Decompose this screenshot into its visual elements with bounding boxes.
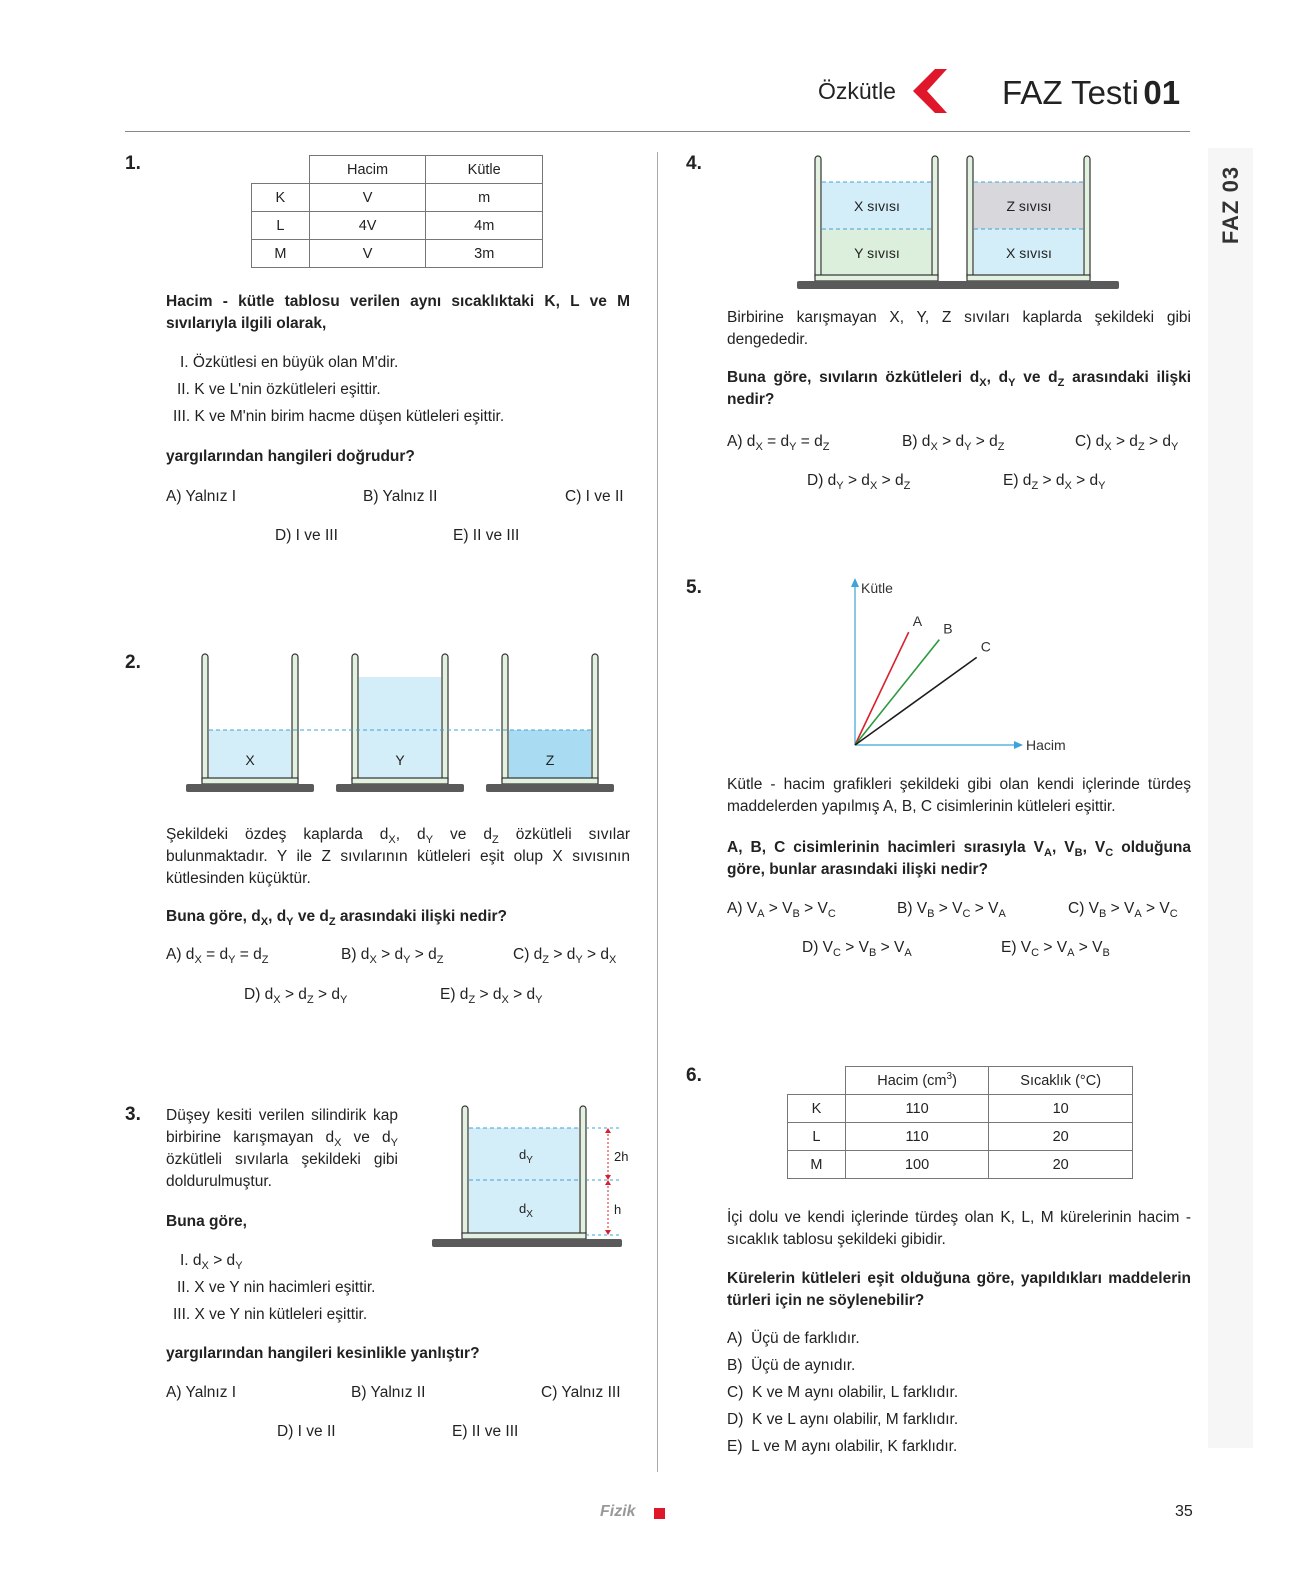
q5-chart (840, 575, 1100, 765)
q5-number: 5. (686, 577, 702, 598)
series-label-a: A (912, 613, 923, 630)
series-label-b: B (943, 620, 953, 637)
q1-item-1: I. Özkütlesi en büyük olan M'dir. (180, 354, 399, 371)
column-divider (657, 152, 658, 1472)
test-number: 01 (1143, 74, 1181, 111)
label-x: X (245, 752, 255, 768)
q6-number: 6. (686, 1065, 702, 1086)
container-y (336, 654, 464, 792)
option-d[interactable]: D) $V_C > V_B > V_A$ (802, 939, 912, 959)
chart-lines (855, 613, 991, 745)
option-c[interactable]: C) K ve M aynı olabilir, L farklıdır. (727, 1384, 959, 1401)
q6-question: Kürelerin kütleleri eşit olduğuna göre, yapıldıkları maddelerin türleri için ne söylenebilir? (727, 1270, 1191, 1309)
q1-question: yargılarından hangileri doğrudur? (166, 448, 415, 465)
option-a[interactable]: A) $d_X = d_Y = d_Z$ (727, 433, 830, 453)
option-d[interactable]: D) I ve II (277, 1423, 336, 1440)
option-e[interactable]: E) L ve M aynı olabilir, K farklıdır. (727, 1438, 958, 1455)
q1-stem: Hacim - kütle tablosu verilen aynı sıcaklıktaki K, L ve M sıvılarıyla ilgili olarak, (166, 293, 630, 332)
option-c[interactable]: C) $V_B > V_A > V_C$ (1068, 900, 1178, 920)
q6-stem: İçi dolu ve kendi içlerinde türdeş olan K, L, M kürelerinin hacim - sıcaklık tablosu şekildeki gibidir. (727, 1209, 1191, 1248)
q3-number: 3. (125, 1104, 141, 1125)
container-right (967, 156, 1090, 281)
option-a[interactable]: A) $V_A > V_B > V_C$ (727, 900, 836, 920)
option-c[interactable]: C) I ve II (565, 488, 624, 505)
option-b[interactable]: B) Yalnız II (363, 488, 438, 505)
table-row: M V 3m (252, 240, 543, 268)
q3-stem: Düşey kesiti verilen silindirik kap birbirine karışmayan $d_X$ ve $d_Y$ özkütleli sıvılarla şekildeki gibi doldurulmuştur. (166, 1107, 398, 1190)
q4-figure (795, 152, 1125, 297)
test-title: FAZ Testi 01 (1002, 74, 1181, 111)
option-e[interactable]: E) II ve III (452, 1423, 519, 1440)
q1-number: 1. (125, 153, 141, 174)
label-h: h (614, 1202, 622, 1217)
q3-item-1: I. $d_X > d_Y$ (180, 1252, 243, 1272)
q6-table (787, 1066, 1133, 1179)
table-row: K 110 10 (788, 1095, 1133, 1123)
option-c[interactable]: C) $d_Z > d_Y > d_X$ (513, 946, 617, 966)
label-2h: 2h (614, 1149, 629, 1164)
option-d[interactable]: D) K ve L aynı olabilir, M farklıdır. (727, 1411, 959, 1428)
liquid-z: Z sıvısı (1006, 198, 1052, 214)
option-b[interactable]: B) Üçü de aynıdır. (727, 1357, 856, 1374)
y-axis-label: Kütle (861, 580, 893, 596)
q3-item-3: III. X ve Y nin kütleleri eşittir. (173, 1306, 368, 1323)
q4-stem: Birbirine karışmayan X, Y, Z sıvıları kaplarda şekildeki gibi dengededir. (727, 309, 1191, 348)
liquid-x-bottom: X sıvısı (1006, 245, 1052, 261)
option-b[interactable]: B) $d_X > d_Y > d_Z$ (341, 946, 444, 966)
container-z (486, 654, 614, 792)
footer-square-icon (654, 1508, 665, 1519)
option-e[interactable]: E) II ve III (453, 527, 520, 544)
option-b[interactable]: B) $V_B > V_C > V_A$ (897, 900, 1006, 920)
option-e[interactable]: E) $d_Z > d_X > d_Y$ (440, 986, 543, 1006)
header-rule (125, 131, 1190, 132)
option-c[interactable]: C) Yalnız III (541, 1384, 621, 1401)
q3-figure (430, 1102, 640, 1252)
topic-label: Özkütle (818, 78, 896, 104)
side-tab (1208, 148, 1253, 1448)
label-dx: $d_X$ (519, 1201, 533, 1220)
table-row: L 110 20 (788, 1123, 1133, 1151)
label-z: Z (545, 752, 555, 768)
q2-number: 2. (125, 652, 141, 673)
x-axis-label: Hacim (1026, 737, 1066, 753)
option-d[interactable]: D) $d_X > d_Z > d_Y$ (244, 986, 348, 1006)
q2-question: Buna göre, $d_X$, $d_Y$ ve $d_Z$ arasındaki ilişki nedir? (166, 908, 508, 928)
q2-stem: Şekildeki özdeş kaplarda $d_X$, $d_Y$ ve $d_Z$ özkütleli sıvılar bulunmaktadır. Y ile Z sıvılarının kütleleri eşit olup X sıvısının kütlesinden küçüktür. (166, 826, 631, 887)
option-e[interactable]: E) $d_Z > d_X > d_Y$ (1003, 472, 1106, 492)
table-row: Hacim $(cm^3)$ Sıcaklık (°C) (788, 1067, 1133, 1095)
q5-question: A, B, C cisimlerinin hacimleri sırasıyla $V_A$, $V_B$, $V_C$ olduğuna göre, bunlar arasındaki ilişki nedir? (727, 839, 1192, 878)
option-a[interactable]: A) Yalnız I (166, 1384, 237, 1401)
q1-item-3: III. K ve M'nin birim hacme düşen kütleleri eşittir. (173, 408, 505, 425)
container-x (186, 654, 314, 792)
table-row: Hacim Kütle (252, 156, 543, 184)
label-y: Y (395, 752, 405, 768)
option-a[interactable]: A) Yalnız I (166, 488, 237, 505)
option-a[interactable]: A) Üçü de farklıdır. (727, 1330, 860, 1347)
option-c[interactable]: C) $d_X > d_Z > d_Y$ (1075, 433, 1179, 453)
option-e[interactable]: E) $V_C > V_A > V_B$ (1001, 939, 1110, 959)
q5-stem: Kütle - hacim grafikleri şekildeki gibi olan kendi içlerinde türdeş maddelerden yapılmış A, B, C cisimlerinin kütleleri eşittir. (727, 776, 1191, 815)
q2-figure (184, 648, 624, 800)
side-label: FAZ 03 (1218, 165, 1243, 245)
q3-lead: Buna göre, (166, 1213, 247, 1230)
table-row: K V m (252, 184, 543, 212)
footer-subject: Fizik (600, 1503, 636, 1520)
option-b[interactable]: B) Yalnız II (351, 1384, 426, 1401)
q1-item-2: II. K ve L'nin özkütleleri eşittir. (177, 381, 381, 398)
table-row: M 100 20 (788, 1151, 1133, 1179)
table-row: L 4V 4m (252, 212, 543, 240)
label-dy: $d_Y$ (519, 1147, 533, 1166)
container-left (815, 156, 938, 281)
liquid-x-top: X sıvısı (854, 198, 900, 214)
series-line-c (855, 657, 977, 745)
q4-question: Buna göre, sıvıların özkütleleri $d_X$, $d_Y$ ve $d_Z$ arasındaki ilişki nedir? (727, 369, 1191, 408)
page-number: 35 (1175, 1503, 1193, 1520)
option-d[interactable]: D) I ve III (275, 527, 338, 544)
option-b[interactable]: B) $d_X > d_Y > d_Z$ (902, 433, 1005, 453)
q3-question: yargılarından hangileri kesinlikle yanlıştır? (166, 1345, 480, 1362)
q4-number: 4. (686, 153, 702, 174)
option-d[interactable]: D) $d_Y > d_X > d_Z$ (807, 472, 911, 492)
chevron-left-icon (905, 67, 949, 115)
q3-item-2: II. X ve Y nin hacimleri eşittir. (177, 1279, 376, 1296)
option-a[interactable]: A) $d_X = d_Y = d_Z$ (166, 946, 269, 966)
q1-table (251, 155, 543, 268)
liquid-y: Y sıvısı (854, 245, 900, 261)
series-label-c: C (980, 638, 991, 655)
